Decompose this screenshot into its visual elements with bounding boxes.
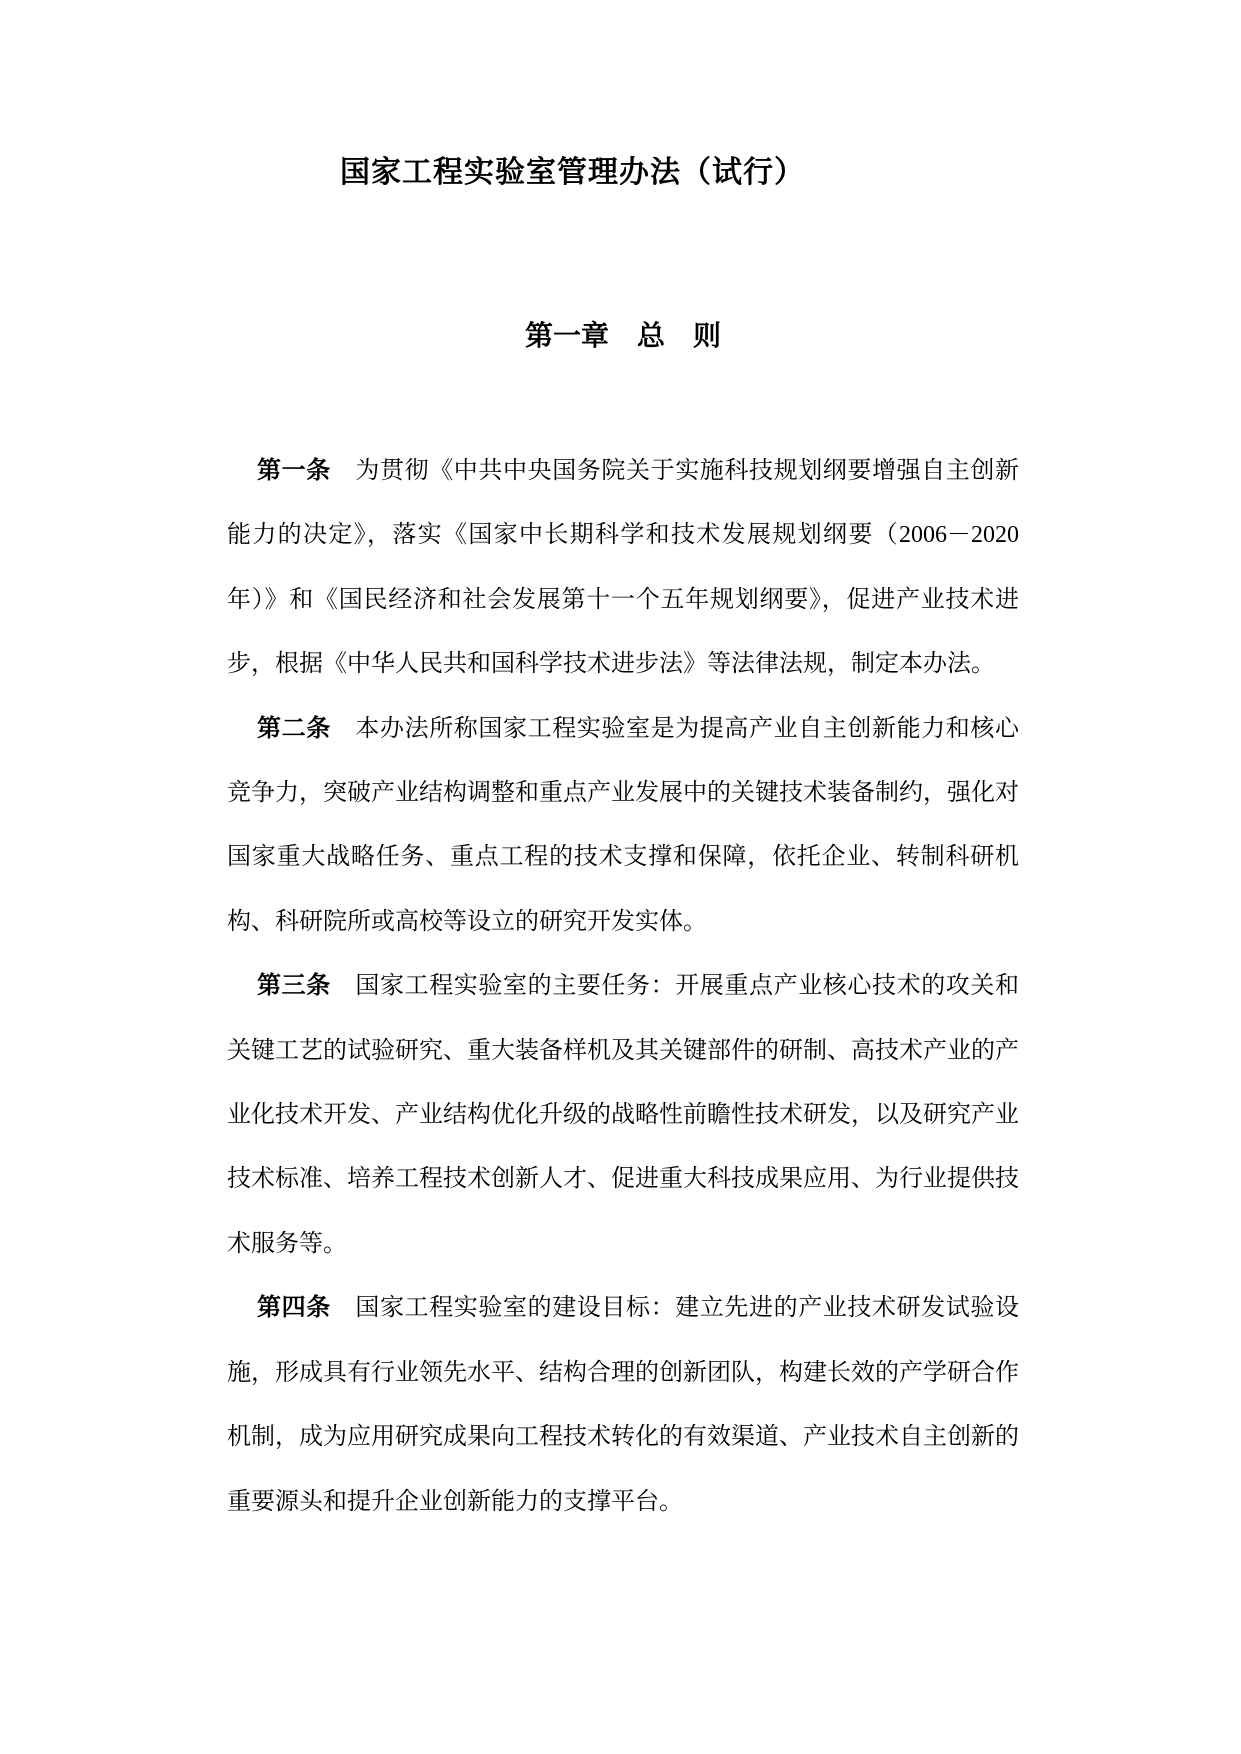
- article-label: 第四条: [257, 1295, 331, 1322]
- article-text: 为贯彻《中共中央国务院关于实施科技规划纲要增强自主创新能力的决定》，落实《国家中长期科学和技术发展规划纲要（2006－2020年）》和《国民经济和社会发展第十一个五年规划纲要》，促进产业技术进步，根据《中华人民共和国科学技术进步法》等法律法规，制定本办法。: [227, 458, 1020, 678]
- article-paragraph: [227, 954, 1019, 1276]
- article-label: 第三条: [257, 973, 331, 1000]
- article-text: 国家工程实验室的建设目标：建立先进的产业技术研发试验设施，形成具有行业领先水平、结构合理的创新团队，构建长效的产学研合作机制，成为应用研究成果向工程技术转化的有效渠道、产业技术自主创新的重要源头和提升企业创新能力的支撑平台。: [227, 1295, 1020, 1515]
- article-text: 本办法所称国家工程实验室是为提高产业自主创新能力和核心竞争力，突破产业结构调整和重点产业发展中的关键技术装备制约，强化对国家重大战略任务、重点工程的技术支撑和保障，依托企业、转制科研机构、科研院所或高校等设立的研究开发实体。: [227, 715, 1020, 935]
- article-text: 国家工程实验室的主要任务：开展重点产业核心技术的攻关和关键工艺的试验研究、重大装备样机及其关键部件的研制、高技术产业的产业化技术开发、产业结构优化升级的战略性前瞻性技术研发，以及研究产业技术标准、培养工程技术创新人才、促进重大科技成果应用、为行业提供技术服务等。: [227, 973, 1020, 1257]
- article-label: 第一条: [257, 458, 331, 484]
- article-label: 第二条: [257, 715, 331, 742]
- article-paragraph: [227, 439, 1019, 697]
- document-body: [227, 439, 1019, 1534]
- document-title: 国家工程实验室管理办法（试行）: [340, 156, 805, 189]
- article-paragraph: [227, 697, 1019, 955]
- chapter-heading: 第一章 总 则: [524, 321, 721, 352]
- article-paragraph: [227, 1276, 1019, 1534]
